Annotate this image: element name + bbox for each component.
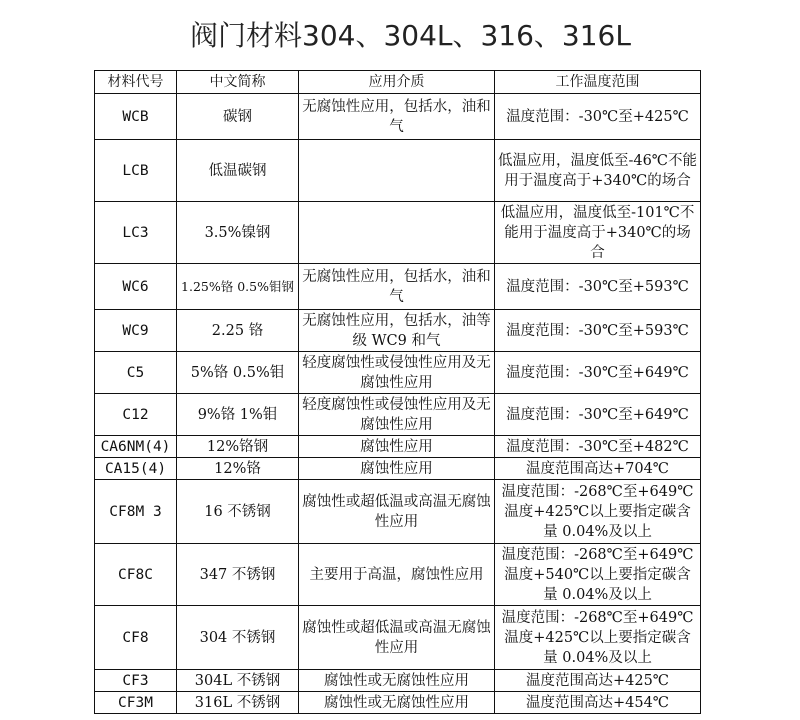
material-name: 316L 不锈钢	[177, 692, 299, 714]
temperature-range: 温度范围：-30℃至+593℃	[495, 310, 701, 352]
temperature-range: 温度范围：-30℃至+649℃	[495, 352, 701, 394]
table-row	[95, 692, 701, 714]
table-row	[95, 394, 701, 436]
temperature-range: 温度范围：-30℃至+425℃	[495, 94, 701, 140]
table-row	[95, 140, 701, 202]
material-code: WCB	[95, 94, 177, 140]
temperature-range: 温度范围：-30℃至+593℃	[495, 264, 701, 310]
table-row	[95, 436, 701, 458]
table-row	[95, 480, 701, 544]
application-medium	[299, 202, 495, 264]
material-code: CF3	[95, 670, 177, 692]
material-code: CF8M 3	[95, 480, 177, 544]
table-row	[95, 310, 701, 352]
material-code: LC3	[95, 202, 177, 264]
material-code: WC6	[95, 264, 177, 310]
materials-table	[94, 70, 701, 714]
material-code: LCB	[95, 140, 177, 202]
table-row	[95, 458, 701, 480]
application-medium: 无腐蚀性应用，包括水，油和气	[299, 94, 495, 140]
column-header-name: 中文简称	[177, 71, 299, 94]
material-code: CA6NM(4)	[95, 436, 177, 458]
temperature-range: 温度范围：-268℃至+649℃ 温度+425℃以上要指定碳含量 0.04%及以上	[495, 480, 701, 544]
material-name: 5%铬 0.5%钼	[177, 352, 299, 394]
material-name: 12%铬	[177, 458, 299, 480]
application-medium: 主要用于高温，腐蚀性应用	[299, 544, 495, 606]
temperature-range: 温度范围：-268℃至+649℃ 温度+425℃以上要指定碳含量 0.04%及以上	[495, 606, 701, 670]
material-name: 低温碳钢	[177, 140, 299, 202]
application-medium: 无腐蚀性应用，包括水，油等级 WC9 和气	[299, 310, 495, 352]
application-medium	[299, 140, 495, 202]
table-row	[95, 606, 701, 670]
temperature-range: 温度范围：-30℃至+482℃	[495, 436, 701, 458]
application-medium: 腐蚀性应用	[299, 436, 495, 458]
page-title: 阀门材料304、304L、316、316L	[190, 19, 631, 52]
temperature-range: 温度范围高达+704℃	[495, 458, 701, 480]
application-medium: 腐蚀性或超低温或高温无腐蚀性应用	[299, 606, 495, 670]
material-name: 3.5%镍钢	[177, 202, 299, 264]
temperature-range: 低温应用，温度低至-101℃不能用于温度高于+340℃的场合	[495, 202, 701, 264]
table-row	[95, 94, 701, 140]
material-code: CF3M	[95, 692, 177, 714]
application-medium: 轻度腐蚀性或侵蚀性应用及无腐蚀性应用	[299, 394, 495, 436]
table-row	[95, 264, 701, 310]
application-medium: 无腐蚀性应用，包括水，油和气	[299, 264, 495, 310]
application-medium: 腐蚀性或超低温或高温无腐蚀性应用	[299, 480, 495, 544]
column-header-code: 材料代号	[95, 71, 177, 94]
temperature-range: 低温应用，温度低至-46℃不能用于温度高于+340℃的场合	[495, 140, 701, 202]
table-row	[95, 670, 701, 692]
material-code: CA15(4)	[95, 458, 177, 480]
material-name: 1.25%铬 0.5%钼钢	[177, 264, 299, 310]
temperature-range: 温度范围：-30℃至+649℃	[495, 394, 701, 436]
application-medium: 腐蚀性应用	[299, 458, 495, 480]
temperature-range: 温度范围高达+454℃	[495, 692, 701, 714]
material-code: CF8	[95, 606, 177, 670]
application-medium: 腐蚀性或无腐蚀性应用	[299, 692, 495, 714]
table-row	[95, 352, 701, 394]
material-name: 碳钢	[177, 94, 299, 140]
application-medium: 腐蚀性或无腐蚀性应用	[299, 670, 495, 692]
material-name: 9%铬 1%钼	[177, 394, 299, 436]
table-row	[95, 544, 701, 606]
material-code: C12	[95, 394, 177, 436]
application-medium: 轻度腐蚀性或侵蚀性应用及无腐蚀性应用	[299, 352, 495, 394]
material-name: 304L 不锈钢	[177, 670, 299, 692]
table-row	[95, 202, 701, 264]
material-code: CF8C	[95, 544, 177, 606]
material-name: 347 不锈钢	[177, 544, 299, 606]
material-name: 16 不锈钢	[177, 480, 299, 544]
material-code: WC9	[95, 310, 177, 352]
material-name: 12%铬钢	[177, 436, 299, 458]
material-name: 304 不锈钢	[177, 606, 299, 670]
temperature-range: 温度范围：-268℃至+649℃ 温度+540℃以上要指定碳含量 0.04%及以上	[495, 544, 701, 606]
temperature-range: 温度范围高达+425℃	[495, 670, 701, 692]
column-header-medium: 应用介质	[299, 71, 495, 94]
material-name: 2.25 铬	[177, 310, 299, 352]
material-code: C5	[95, 352, 177, 394]
column-header-temp: 工作温度范围	[495, 71, 701, 94]
table-header-row	[95, 71, 701, 94]
